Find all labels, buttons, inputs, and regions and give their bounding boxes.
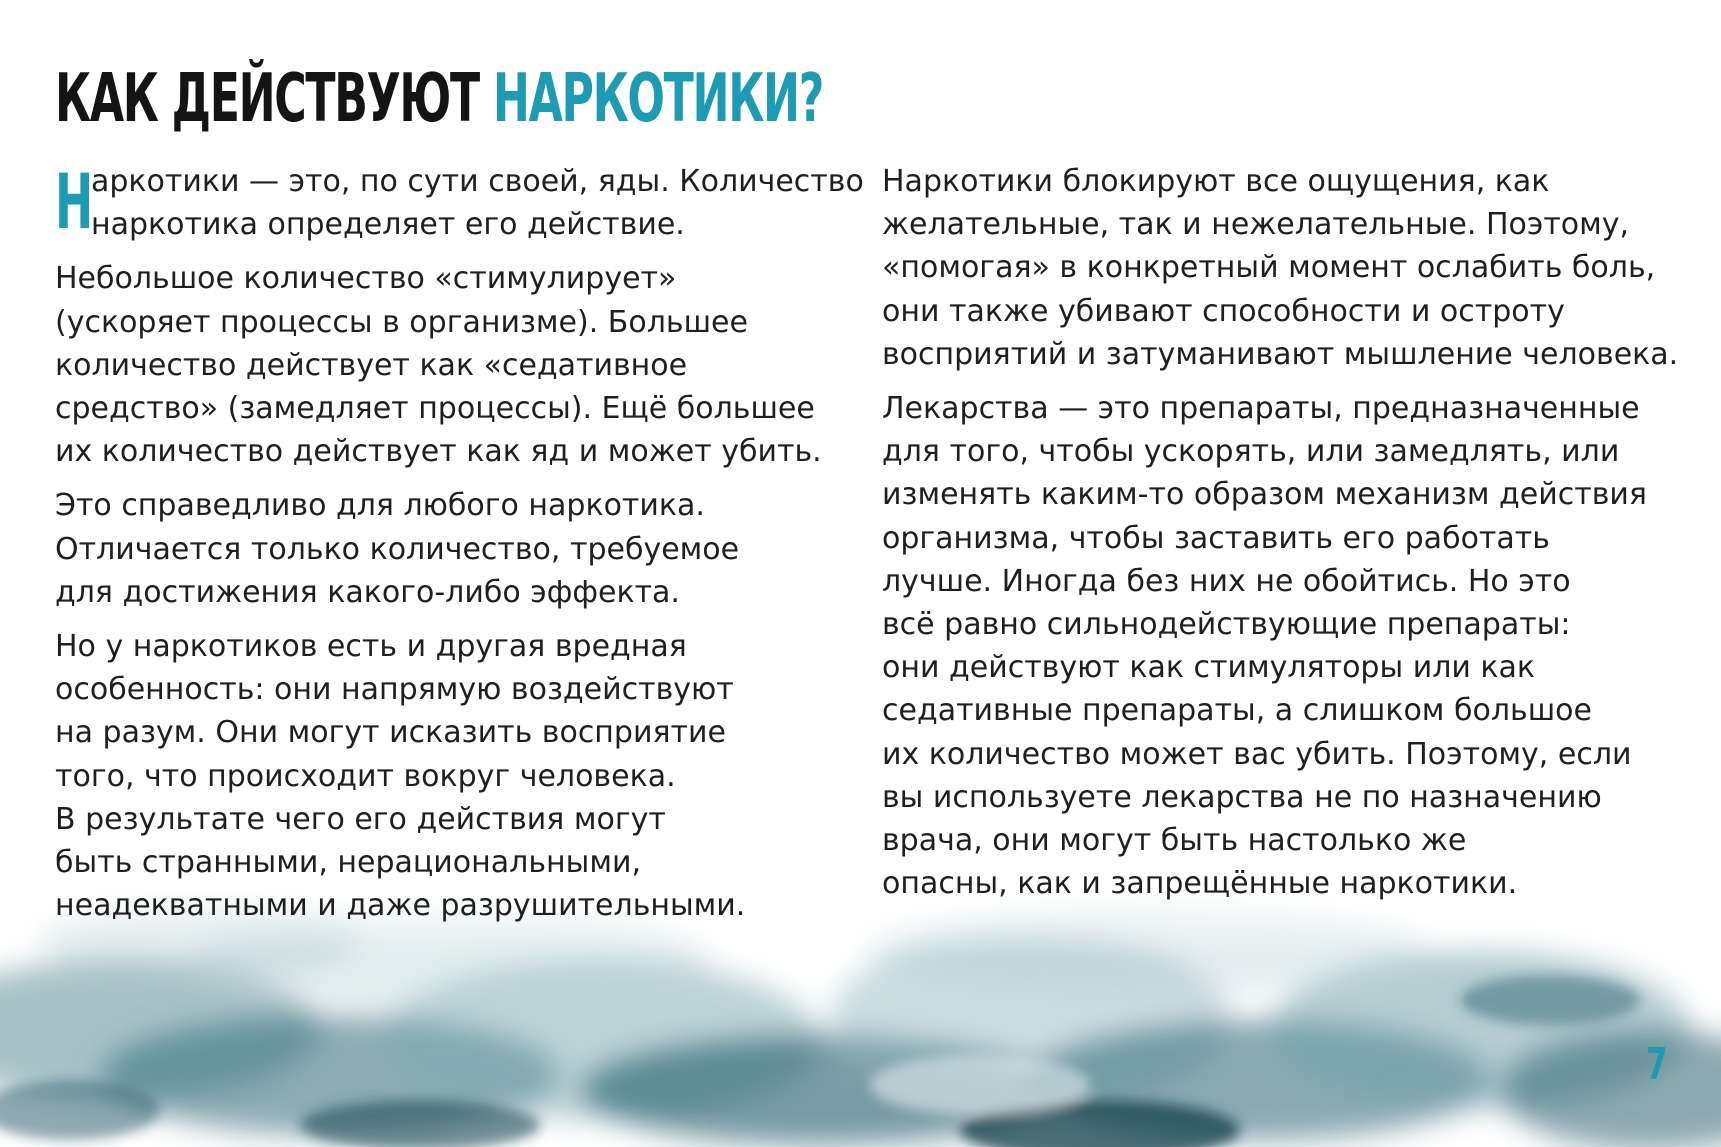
drop-cap: Н [55,157,94,246]
text-line: на разум. Они могут исказить восприятие [55,715,726,751]
text-line: они также убивают способности и остроту [882,293,1565,329]
text-line: их количество действует как яд и может убить. [55,434,822,470]
text-line: они действуют как стимуляторы или как [882,650,1536,686]
intro-paragraph [55,157,864,246]
paragraph-blocks-sensations [882,160,1682,376]
text-line: неадекватными и даже разрушительными. [55,888,746,924]
text-line: особенность: они напрямую воздействуют [55,672,734,708]
paragraph-small-amount [55,257,855,473]
text-line: их количество может вас убить. Поэтому, если [882,736,1632,772]
title-part-main: КАК ДЕЙСТВУЮТ [55,59,479,137]
text-line: быть странными, нерациональными, [55,845,641,881]
text-line: того, что происходит вокруг человека. [55,758,676,794]
text-line: Это справедливо для любого наркотика. [55,488,705,524]
text-line: аркотики — это, по сути своей, яды. Количество [91,164,864,199]
text-line: всё равно сильнодействующие препараты: [882,607,1571,643]
text-line: Небольшое количество «стимулирует» [55,261,677,297]
text-line: врача, они могут быть настолько же [882,823,1467,859]
page-number: 7 [1646,1039,1668,1090]
paragraph-mind-effect [55,625,855,927]
text-line: желательные, так и нежелательные. Поэтому, [882,207,1630,243]
text-line: седативные препараты, а слишком большое [882,693,1592,729]
text-line: Отличается только количество, требуемое [55,531,740,567]
text-line: для достижения какого-либо эффекта. [55,574,680,610]
text-line: Но у наркотиков есть и другая вредная [55,629,687,665]
title-part-accent: НАРКОТИКИ? [492,59,824,137]
paragraph-any-drug [55,484,855,614]
text-line: лучше. Иногда без них не обойтись. Но это [882,563,1571,599]
text-line: количество действует как «седативное [55,347,688,383]
left-column [55,157,864,938]
text-line: средство» (замедляет процессы). Ещё большее [55,391,815,427]
text-line: опасны, как и запрещённые наркотики. [882,866,1518,902]
text-line: организма, чтобы заставить его работать [882,520,1550,556]
text-line: Наркотики блокируют все ощущения, как [882,164,1550,199]
right-column [882,160,1682,916]
paragraph-medicines [882,387,1682,905]
text-line: восприятий и затуманивают мышление человека. [882,336,1679,372]
text-line: В результате чего его действия могут [55,801,666,837]
page-title [55,58,823,138]
text-line: изменять каким-то образом механизм действия [882,477,1647,513]
text-line: для того, чтобы ускорять, или замедлять, или [882,434,1620,470]
text-line: «помогая» в конкретный момент ослабить боль, [882,250,1656,286]
text-line: (ускоряет процессы в организме). Большее [55,304,748,340]
text-line: Лекарства — это препараты, предназначенные [882,391,1640,427]
text-line: вы используете лекарства не по назначению [882,779,1602,815]
text-line: наркотика определяет его действие. [91,207,685,243]
